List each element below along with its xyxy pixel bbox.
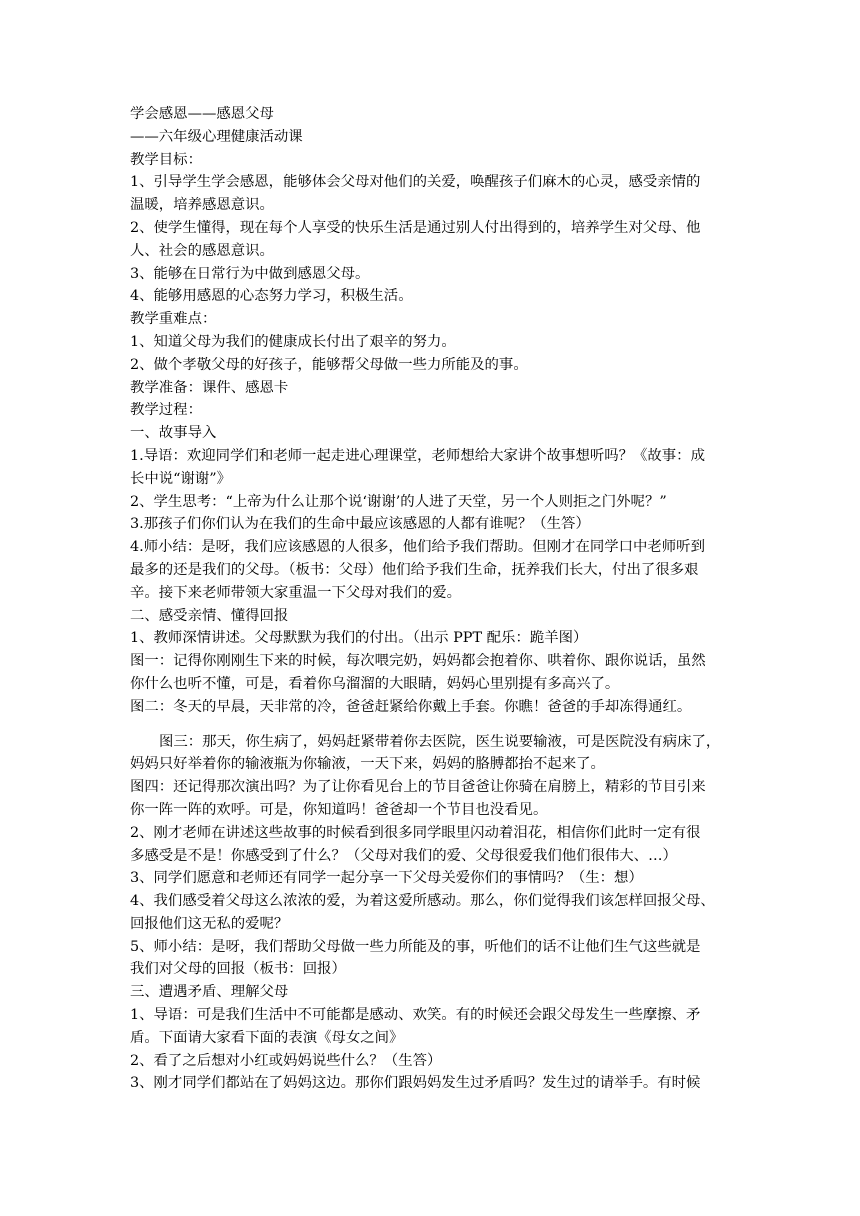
text-line: 3、刚才同学们都站在了妈妈这边。那你们跟妈妈发生过矛盾吗？发生过的请举手。有时候 — [130, 1075, 701, 1092]
text-block-1 — [130, 149, 735, 719]
text-line: 教学准备：课件、感恩卡 — [130, 379, 289, 396]
text-line: 三、遭遇矛盾、理解父母 — [130, 984, 289, 1001]
text-line: 一、故事导入 — [130, 425, 217, 442]
text-line: 1.导语：欢迎同学们和老师一起走进心理课堂，老师想给大家讲个故事想听吗？《故事：成 — [130, 447, 705, 464]
text-line: 最多的还是我们的父母。（板书：父母）他们给予我们生命，抚养我们长大，付出了很多艰 — [130, 561, 699, 578]
document-title: 学会感恩——感恩父母 — [130, 106, 274, 122]
text-line: 图三：那天，你生病了，妈妈赶紧带着你去医院，医生说要输液，可是医院没有病床了， — [159, 733, 721, 750]
paragraph-gap — [130, 719, 735, 731]
text-line: 教学重难点： — [130, 311, 217, 328]
text-line: 长中说“谢谢”》 — [130, 470, 232, 487]
text-line: 1、知道父母为我们的健康成长付出了艰辛的努力。 — [130, 333, 456, 350]
text-line: 3.那孩子们你们认为在我们的生命中最应该感恩的人都有谁呢？（生答） — [130, 516, 590, 533]
text-line: 辛。接下来老师带领大家重温一下父母对我们的爱。 — [130, 584, 461, 601]
text-line: 盾。下面请大家看下面的表演《母女之间》 — [130, 1029, 404, 1046]
text-line: 1、导语：可是我们生活中不可能都是感动、欢笑。有的时候还会跟父母发生一些摩擦、矛 — [130, 1007, 701, 1024]
text-line: 1、教师深情讲述。父母默默为我们的付出。（出示 PPT 配乐：跪羊图） — [130, 630, 588, 647]
text-line: 2、使学生懂得，现在每个人享受的快乐生活是通过别人付出得到的，培养学生对父母、他 — [130, 219, 701, 236]
text-line: 图二：冬天的早晨，天非常的冷，爸爸赶紧给你戴上手套。你瞧！爸爸的手却冻得通红。 — [130, 698, 692, 715]
text-line: 二、感受亲情、懂得回报 — [130, 607, 289, 624]
document-body — [130, 103, 735, 1095]
text-line: 多感受是不是！你感受到了什么？（父母对我们的爱、父母很爱我们他们很伟大、…） — [130, 847, 677, 864]
text-line: 3、同学们愿意和老师还有同学一起分享一下父母关爱你们的事情吗？（生：想） — [130, 870, 643, 887]
text-line: 2、做个孝敬父母的好孩子，能够帮父母做一些力所能及的事。 — [130, 356, 528, 373]
text-line: 教学目标： — [130, 151, 202, 168]
text-block-2 — [130, 731, 735, 1096]
text-line: 1、引导学生学会感恩，能够体会父母对他们的关爱，唤醒孩子们麻木的心灵，感受亲情的 — [130, 174, 701, 191]
text-line: 人、社会的感恩意识。 — [130, 242, 274, 259]
text-line: 我们对父母的回报（板书：回报） — [130, 961, 346, 978]
text-line: 2、刚才老师在讲述这些故事的时候看到很多同学眼里闪动着泪花，相信你们此时一定有很 — [130, 824, 701, 841]
text-line: 图一：记得你刚刚生下来的时候，每次喂完奶，妈妈都会抱着你、哄着你、跟你说话，虽然 — [130, 653, 706, 670]
text-line: 你一阵一阵的欢呼。可是，你知道吗！爸爸却一个节目也没看见。 — [130, 801, 548, 818]
text-line: 温暖，培养感恩意识。 — [130, 197, 274, 214]
text-line: 5、师小结：是呀，我们帮助父母做一些力所能及的事，听他们的话不让他们生气这些就是 — [130, 938, 701, 955]
text-line: 2、看了之后想对小红或妈妈说些什么？（生答） — [130, 1052, 442, 1069]
text-line: 教学过程： — [130, 402, 202, 419]
text-line: 图四：还记得那次演出吗？为了让你看见台上的节目爸爸让你骑在肩膀上，精彩的节目引来 — [130, 779, 706, 796]
text-line: 4、能够用感恩的心态努力学习，积极生活。 — [130, 288, 413, 305]
text-line: 你什么也听不懂，可是，看着你乌溜溜的大眼睛，妈妈心里别提有多高兴了。 — [130, 675, 620, 692]
text-line: 回报他们这无私的爱呢？ — [130, 915, 289, 932]
text-line: 4.师小结：是呀，我们应该感恩的人很多，他们给予我们帮助。但刚才在同学口中老师听到 — [130, 539, 705, 556]
text-line: 2、学生思考：“上帝为什么让那个说‘谢谢’的人进了天堂，另一个人则拒之门外呢？” — [130, 493, 667, 510]
text-line: 3、能够在日常行为中做到感恩父母。 — [130, 265, 370, 282]
text-line: 4、我们感受着父母这么浓浓的爱，为着这爱所感动。那么，你们觉得我们该怎样回报父母、 — [130, 893, 715, 910]
text-line: 妈妈只好举着你的输液瓶为你输液，一天下来，妈妈的胳膊都抬不起来了。 — [130, 756, 605, 773]
document-subtitle: ——六年级心理健康活动课 — [130, 128, 303, 145]
